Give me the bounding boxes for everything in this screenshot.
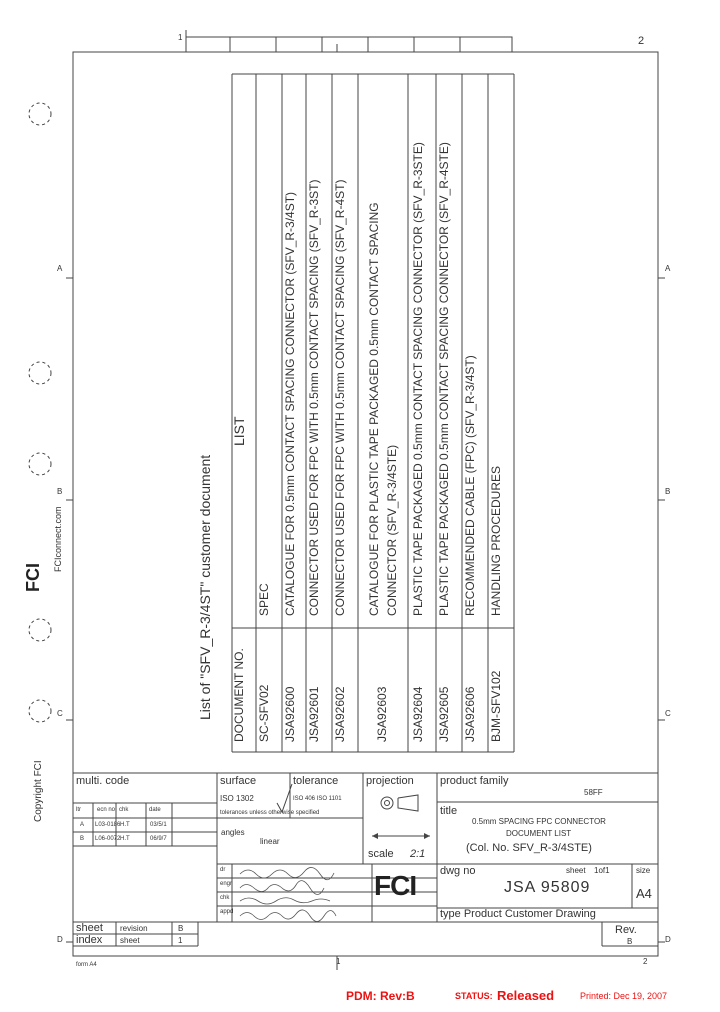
sheet-row-value: B xyxy=(178,924,184,933)
status-value: Released xyxy=(497,988,555,1003)
size-value: A4 xyxy=(636,886,652,901)
row-label-a-right: A xyxy=(665,264,671,273)
title-line-2: DOCUMENT LIST xyxy=(506,829,572,838)
rev-header-chk: chk xyxy=(119,807,129,813)
angles-label: angles xyxy=(221,828,245,837)
title-line-1: 0.5mm SPACING FPC CONNECTOR xyxy=(472,817,606,826)
rev-value: B xyxy=(627,937,633,946)
document-list-heading: List of "SFV_R-3/4ST" customer document xyxy=(197,454,213,720)
website-text: FCIconnect.com xyxy=(53,506,63,572)
col-label-1-bottom: 1 xyxy=(336,957,341,966)
multi-code-label: multi. code xyxy=(76,775,130,787)
rev-row-1-ltr: A xyxy=(80,822,85,828)
index-row-sheet: sheet xyxy=(120,936,140,945)
doc-no-row-9: BJM-SFV102 xyxy=(489,670,503,742)
doc-no-row-3: JSA92601 xyxy=(307,686,321,742)
title-line-3: (Col. No. SFV_R-3/4STE) xyxy=(466,842,592,854)
rev-label: Rev. xyxy=(615,924,637,936)
tolerance-note: tolerances unless otherwise specified xyxy=(220,810,320,816)
doc-desc-row-3: CONNECTOR USED FOR FPC WITH 0.5mm CONTACT SPACING (SFV_R-3ST) xyxy=(307,179,321,616)
doc-desc-row-9: HANDLING PROCEDURES xyxy=(489,465,503,616)
doc-desc-row-2: CATALOGUE FOR 0.5mm CONTACT SPACING CONNECTOR (SFV_R-3/4ST) xyxy=(283,191,297,616)
row-label-a: A xyxy=(57,264,63,273)
doc-desc-row-5b: CONNECTOR (SFV_R-3/4STE) xyxy=(385,444,399,616)
rev-header-ecn: ecn no xyxy=(97,807,116,813)
doc-desc-row-8: RECOMMENDED CABLE (FPC) (SFV_R-3/4ST) xyxy=(463,355,477,616)
col-label-2: 2 xyxy=(638,35,645,47)
sig-label-appd: appd xyxy=(220,909,234,915)
doc-desc-row-4: CONNECTOR USED FOR FPC WITH 0.5mm CONTACT SPACING (SFV_R-4ST) xyxy=(333,179,347,616)
rev-row-2-ecn: L06-0072 xyxy=(95,836,121,842)
rev-row-1-chk: H.T xyxy=(120,822,130,828)
rev-row-2-ltr: B xyxy=(80,836,85,842)
sig-label-chk: chk xyxy=(220,895,230,901)
row-label-b-right: B xyxy=(665,487,671,496)
row-label-d: D xyxy=(57,935,63,944)
doc-no-row-6: JSA92604 xyxy=(411,686,425,742)
rev-row-2-chk: H.T xyxy=(120,836,130,842)
doc-desc-row-6: PLASTIC TAPE PACKAGED 0.5mm CONTACT SPACING CONNECTOR (SFV_R-3STE) xyxy=(411,142,425,616)
surface-label: surface xyxy=(220,775,257,787)
sig-label-engr: engr xyxy=(220,881,233,887)
surface-standard: ISO 1302 xyxy=(220,794,254,803)
doc-no-row-1: SC-SFV02 xyxy=(257,684,271,742)
sheet-row-revision: revision xyxy=(120,924,148,933)
tolerance-standard: ISO 406 ISO 1101 xyxy=(293,796,342,802)
index-row-value: 1 xyxy=(178,936,183,945)
sig-label-dr: dr xyxy=(220,867,226,873)
row-label-c-right: C xyxy=(665,709,671,718)
sheet-value: 1of1 xyxy=(594,866,610,875)
doc-desc-row-5a: CATALOGUE FOR PLASTIC TAPE PACKAGED 0.5mm CONTACT SPACING xyxy=(367,202,381,616)
row-label-c: C xyxy=(57,709,63,718)
sheet-row-label: sheet xyxy=(76,922,103,934)
projection-label: projection xyxy=(366,775,414,787)
copyright-text: Copyright FCI xyxy=(33,760,44,822)
product-family-value: 58FF xyxy=(584,788,603,797)
product-family-label: product family xyxy=(440,775,509,787)
rev-row-1-date: 03/5/1 xyxy=(150,822,167,828)
rev-header-ltr: ltr xyxy=(76,807,81,813)
drawing-type: type Product Customer Drawing xyxy=(440,908,596,920)
index-row-label: index xyxy=(76,934,103,946)
tolerance-label: tolerance xyxy=(293,775,339,787)
rev-row-1-ecn: L03-0186 xyxy=(95,822,121,828)
title-label: title xyxy=(440,805,458,817)
size-label: size xyxy=(636,866,651,875)
top-tab xyxy=(186,37,512,52)
doc-no-row-5: JSA92603 xyxy=(375,686,389,742)
rev-header-date: date xyxy=(149,807,161,813)
fci-logo: FCI xyxy=(374,870,417,901)
doc-desc-row-7: PLASTIC TAPE PACKAGED 0.5mm CONTACT SPACING CONNECTOR (SFV_R-4STE) xyxy=(437,142,451,616)
doc-no-row-2: JSA92600 xyxy=(283,686,297,742)
doc-no-row-7: JSA92605 xyxy=(437,686,451,742)
doc-no-row-8: JSA92606 xyxy=(463,686,477,742)
drawing-number: JSA 95809 xyxy=(504,879,591,896)
status-label: STATUS: xyxy=(455,991,493,1001)
projection-symbol xyxy=(381,795,418,811)
signature-scribbles xyxy=(240,867,336,921)
scale-value: 2:1 xyxy=(410,848,426,860)
dwg-no-label: dwg no xyxy=(440,865,476,877)
scale-label: scale xyxy=(368,848,394,860)
fci-side-logo: FCI xyxy=(23,563,43,592)
printed-date: Printed: Dec 19, 2007 xyxy=(580,991,668,1001)
form-label: form A4 xyxy=(76,962,97,968)
row-label-b: B xyxy=(57,487,63,496)
doc-no-row-4: JSA92602 xyxy=(333,686,347,742)
sheet-label: sheet xyxy=(566,866,586,875)
linear-label: linear xyxy=(260,837,280,846)
rev-row-2-date: 06/9/7 xyxy=(150,836,167,842)
pdm-revision: PDM: Rev:B xyxy=(346,989,415,1003)
doc-desc-row-1: SPEC xyxy=(257,583,271,616)
col-header-document-no: DOCUMENT NO. xyxy=(232,648,246,742)
row-label-d-right: D xyxy=(665,935,671,944)
col-label-1: 1 xyxy=(178,33,183,42)
document-list-subheading: LIST xyxy=(231,416,247,446)
col-label-2-bottom: 2 xyxy=(643,957,648,966)
